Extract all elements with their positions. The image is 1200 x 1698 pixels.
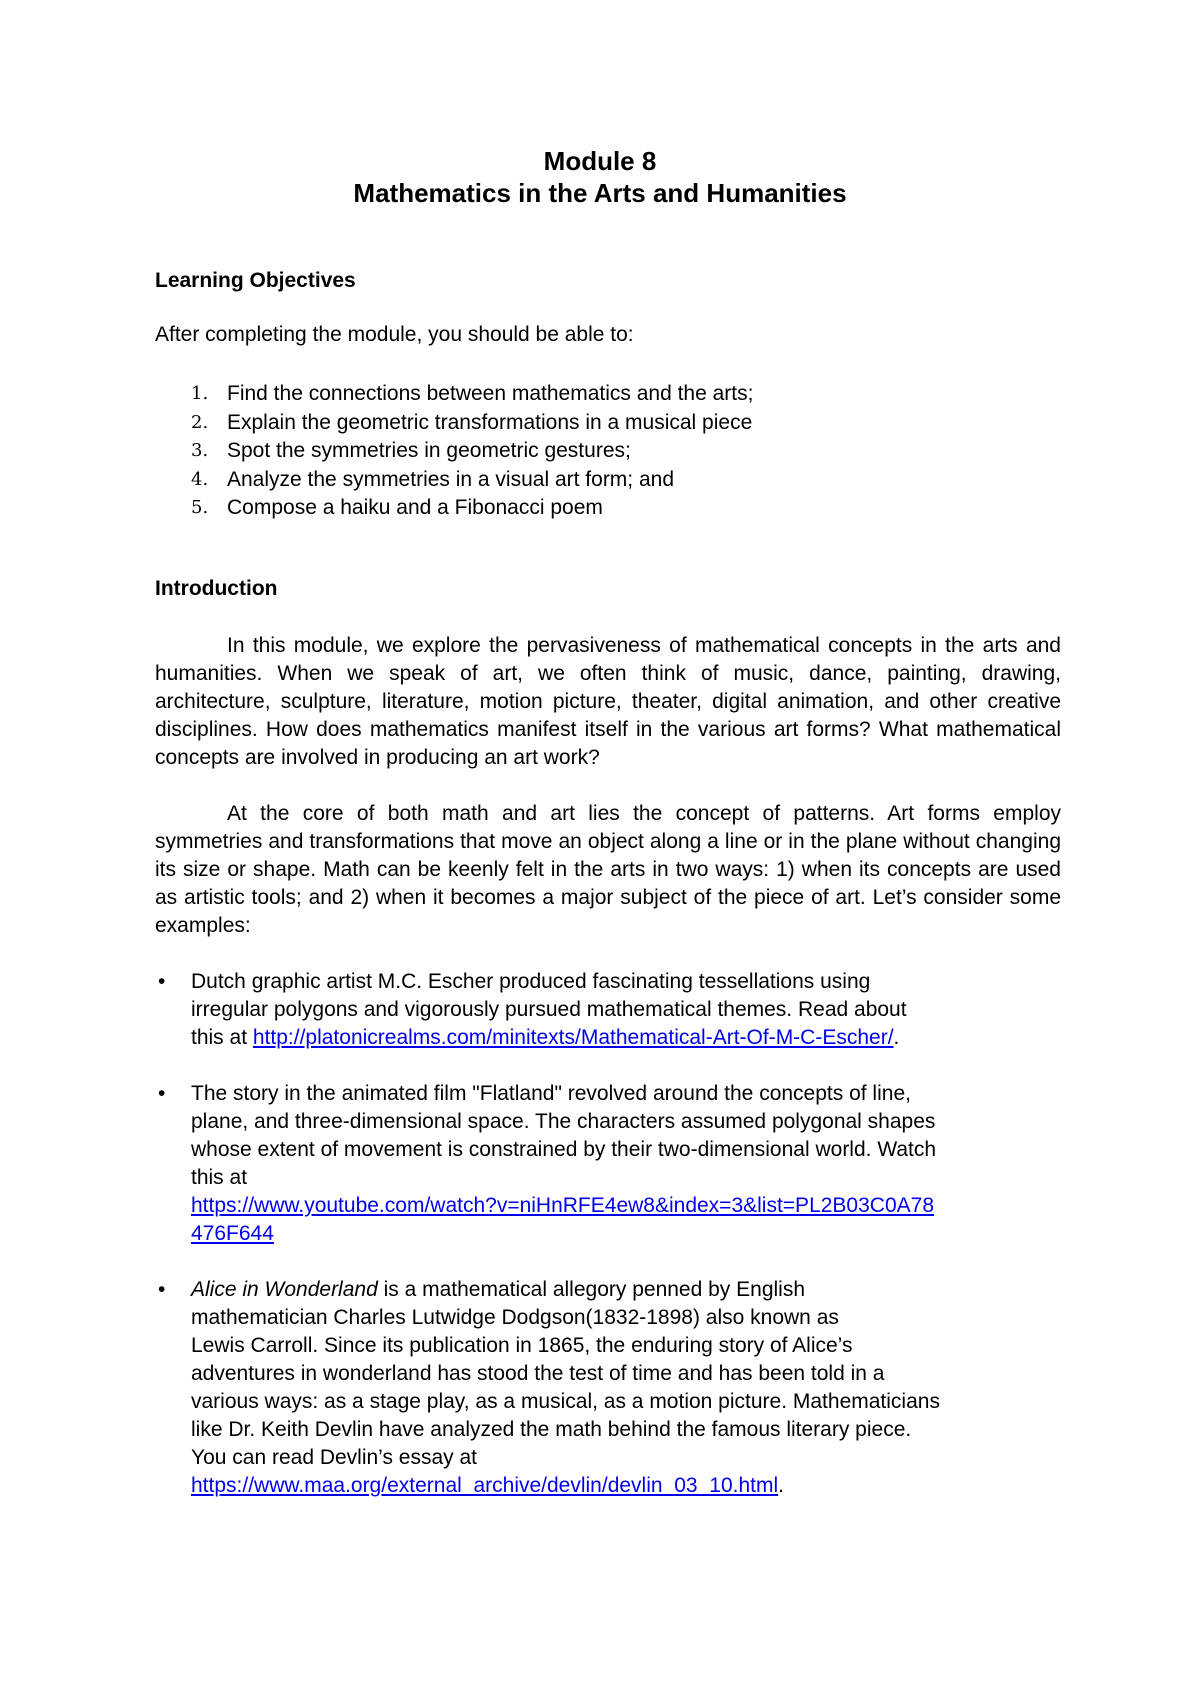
module-number-title: Module 8 <box>543 146 657 176</box>
bullet-text-line: Dutch graphic artist M.C. Escher produced fascinating tessellations using <box>191 970 871 993</box>
bullet-text-suffix: . <box>778 1474 784 1497</box>
list-item <box>155 968 1061 1052</box>
list-item <box>155 380 753 409</box>
bullet-text-line <box>191 1220 1061 1248</box>
learning-objectives-heading: Learning Objectives <box>155 269 356 292</box>
bullet-icon: • <box>158 1278 166 1301</box>
bullet-text-line: The story in the animated film "Flatland" revolved around the concepts of line, <box>191 1082 911 1105</box>
flatland-link-continued[interactable]: 476F644 <box>191 1222 274 1245</box>
bullet-text-line: irregular polygons and vigorously pursued mathematical themes. Read about <box>191 998 907 1021</box>
list-number: 4. <box>191 468 209 490</box>
bullet-text-line: whose extent of movement is constrained by their two-dimensional world. Watch <box>191 1138 937 1161</box>
objectives-intro-text: After completing the module, you should be able to: <box>155 323 634 346</box>
bullet-text-line: this at <box>191 1166 248 1189</box>
intro-paragraph-1: In this module, we explore the pervasiveness of mathematical concepts in the arts and humanities. When we speak of art, we often think of music, dance, painting, drawing, architecture, sculpture, literature, motion picture, theater, digital animation, and other creative disciplines. How does mathematics manifest itself in the various art forms? What mathematical concepts are involved in producing an art work? <box>155 634 1061 769</box>
bullet-text-line <box>191 1276 1061 1304</box>
list-number: 2. <box>191 411 209 433</box>
bullet-text-line <box>191 1024 1061 1052</box>
bullet-text-suffix: . <box>893 1026 900 1049</box>
bullet-text-line <box>191 1192 1061 1220</box>
bullet-text-line: Lewis Carroll. Since its publication in 1865, the enduring story of Alice’s <box>191 1334 853 1357</box>
list-item <box>155 494 753 523</box>
bullet-text-rest: is a mathematical allegory penned by English <box>377 1278 806 1301</box>
bullet-text-line <box>191 1472 1061 1500</box>
list-item <box>155 437 753 466</box>
objectives-list <box>155 380 753 523</box>
bullet-text-line: plane, and three-dimensional space. The characters assumed polygonal shapes <box>191 1110 936 1133</box>
list-item <box>155 466 753 495</box>
list-item <box>155 1080 1061 1248</box>
list-item-text: Analyze the symmetries in a visual art form; and <box>227 467 675 491</box>
list-item-text: Find the connections between mathematics and the arts; <box>227 382 754 405</box>
book-title: Alice in Wonderland <box>191 1278 378 1301</box>
module-title: Mathematics in the Arts and Humanities <box>353 178 847 208</box>
list-item <box>155 1276 1061 1500</box>
list-number: 1. <box>191 383 209 404</box>
devlin-essay-link[interactable]: https://www.maa.org/external_archive/devlin/devlin_03_10.html <box>191 1474 779 1497</box>
flatland-link[interactable]: https://www.youtube.com/watch?v=niHnRFE4ew8&index=3&list=PL2B03C0A78 <box>191 1194 934 1217</box>
bullet-text-line: various ways: as a stage play, as a musical, as a motion picture. Mathematicians <box>191 1390 940 1413</box>
bullet-text-line: adventures in wonderland has stood the test of time and has been told in a <box>191 1362 885 1385</box>
list-number: 5. <box>191 497 209 518</box>
escher-link[interactable]: http://platonicrealms.com/minitexts/Mathematical-Art-Of-M-C-Escher/ <box>252 1026 894 1049</box>
bullet-text-line: You can read Devlin’s essay at <box>191 1446 478 1469</box>
bullet-text-line: like Dr. Keith Devlin have analyzed the math behind the famous literary piece. <box>191 1418 912 1441</box>
list-number: 3. <box>191 440 209 461</box>
bullet-text-prefix: this at <box>191 1026 253 1049</box>
list-item <box>155 409 753 438</box>
list-item-text: Spot the symmetries in geometric gestures; <box>227 439 631 462</box>
introduction-heading: Introduction <box>155 577 278 600</box>
list-item-text: Explain the geometric transformations in a musical piece <box>227 410 753 434</box>
list-item-text: Compose a haiku and a Fibonacci poem <box>227 496 603 519</box>
intro-paragraph-2: At the core of both math and art lies the concept of patterns. Art forms employ symmetries and transformations that move an object along a line or in the plane without changing its size or shape. Math can be keenly felt in the arts in two ways: 1) when its concepts are used as artistic tools; and 2) when it becomes a major subject of the piece of art. Let’s consider some examples: <box>155 802 1061 937</box>
bullet-icon: • <box>158 970 166 993</box>
bullet-text-line: mathematician Charles Lutwidge Dodgson(1832-1898) also known as <box>191 1306 839 1329</box>
bullet-icon: • <box>158 1082 166 1105</box>
